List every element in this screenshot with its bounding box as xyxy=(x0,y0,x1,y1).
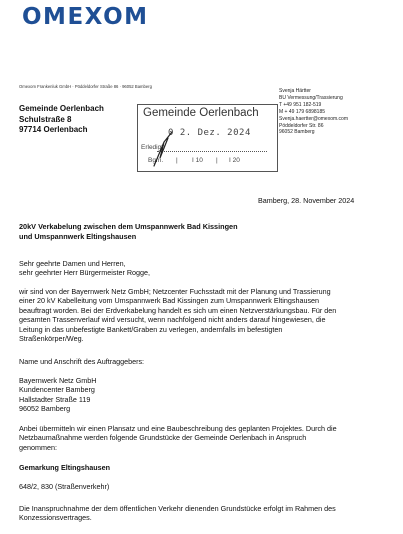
client-line: Kundencenter Bamberg xyxy=(19,385,95,395)
paragraph-line: Straßenkörper/Weg. xyxy=(19,334,84,344)
paragraph-line: einer 20 kV Kabelleitung vom Umspannwerk Bad Kissingen zum Umspannwerk Eltingshausen xyxy=(19,296,320,306)
client-address xyxy=(19,376,97,414)
recipient-line: 97714 Oerlenbach xyxy=(19,125,88,134)
contact-city: 96052 Bamberg xyxy=(279,129,315,136)
paragraph-line: Netzbaumaßnahme werden folgende Grundstücke der Gemeinde Oerlenbach in Anspruch xyxy=(19,433,307,443)
paragraph-line: Konzessionsvertrages. xyxy=(19,513,92,523)
sender-return-address: Omexom Frankenluk GmbH · Pöddeldorfer Straße 86 · 96052 Bamberg xyxy=(19,84,152,89)
client-line: Bayernwerk Netz GmbH xyxy=(19,376,97,385)
paragraph-line: Die Inanspruchnahme der dem öffentlichen Verkehr dienenden Grundstücke erfolgt im Rahmen des xyxy=(19,504,336,513)
letter-subject xyxy=(19,222,238,242)
subject-line: und Umspannwerk Eltingshausen xyxy=(19,232,137,241)
omexom-logo: OMEXOM xyxy=(22,4,149,30)
stamp-value-20: I 20 xyxy=(229,157,240,164)
letter-date: Bamberg, 28. November 2024 xyxy=(258,196,355,205)
stamp-separator: | xyxy=(216,157,218,164)
paragraph-line: genommen: xyxy=(19,442,57,452)
paragraph-line: Anbei übermitteln wir einen Plansatz und eine Baubeschreibung des geplanten Projektes. Durch die xyxy=(19,424,337,433)
recipient-line: Schulstraße 8 xyxy=(19,114,72,124)
stamp-title: Gemeinde Oerlenbach xyxy=(143,107,259,119)
recipient-line: Gemeinde Oerlenbach xyxy=(19,104,104,113)
contact-name: Svenja Härtter xyxy=(279,88,311,94)
contact-street: Pöddeldorfer Str. 86 xyxy=(279,122,324,129)
salutation xyxy=(19,259,150,278)
salutation-line: Sehr geehrte Damen und Herren, xyxy=(19,259,126,268)
client-line: 96052 Bamberg xyxy=(19,404,71,414)
client-heading: Name und Anschrift des Auftraggebers: xyxy=(19,357,145,366)
salutation-line: sehr geehrter Herr Bürgermeister Rogge, xyxy=(19,268,151,278)
paragraph-line: beauftragt worden. Bei der Erdverkabelung handelt es sich um einen Netzverstärkungsbau. Für den xyxy=(19,305,337,315)
parcel-numbers: 648/2, 830 (Straßenverkehr) xyxy=(19,482,110,491)
recipient-address xyxy=(19,104,104,136)
stamp-bgm-label: Bgm. xyxy=(148,157,164,164)
contact-email: Svenja.haertter@omexom.com xyxy=(279,115,348,122)
paragraph-parcels-intro xyxy=(19,424,337,452)
client-line: Hallstadter Straße 119 xyxy=(19,394,91,404)
paragraph-project-description xyxy=(19,287,336,343)
contact-mobile: M + 49 179 6898185 xyxy=(279,108,326,115)
contact-block xyxy=(279,88,348,136)
gemarkung-heading: Gemarkung Eltingshausen xyxy=(19,463,111,472)
stamp-separator: | xyxy=(176,157,178,164)
subject-line: 20kV Verkabelung zwischen dem Umspannwerk Bad Kissingen xyxy=(19,222,238,231)
contact-department: BU Vermessung/Trassierung xyxy=(279,94,343,101)
stamp-date: 0 2. Dez. 2024 xyxy=(168,128,251,138)
paragraph-line: gesamten Trassenverlauf wird versucht, wenn nachfolgend nicht anders darauf hingewiesen, die xyxy=(19,315,326,325)
contact-phone: T +49 951 182-519 xyxy=(279,101,322,108)
paragraph-line: wir sind von der Bayernwerk Netz GmbH; Netzcenter Fuchsstadt mit der Planung und Trassierung xyxy=(19,287,331,296)
stamp-erledigt-label: Erledigt: xyxy=(141,144,165,151)
stamp-value-10: I 10 xyxy=(192,157,203,164)
handwritten-pen-mark-icon xyxy=(150,128,200,168)
paragraph-concession xyxy=(19,504,336,523)
paragraph-line: Leitung in das unbefestigte Bankett/Graben zu verlegen, andernfalls im befestigten xyxy=(19,324,283,334)
